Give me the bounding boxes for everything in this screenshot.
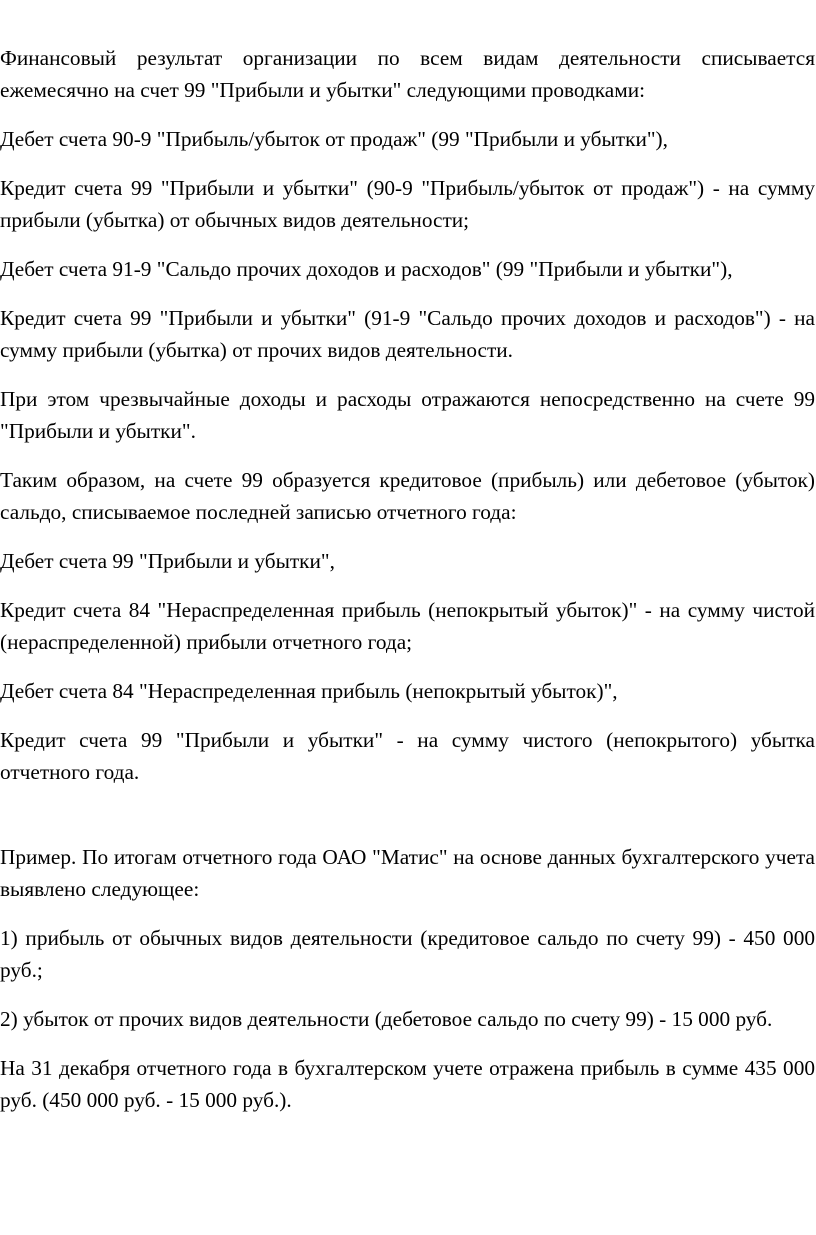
blank-line [0, 805, 815, 841]
paragraph-example-item-2: 2) убыток от прочих видов деятельности (дебетовое сальдо по счету 99) - 15 000 руб. [0, 1007, 773, 1031]
paragraph-credit-99-from-91-9: Кредит счета 99 "Прибыли и убытки" (91-9 "Сальдо прочих доходов и расходов") - на сумму прибыли (убытка) от прочих видов деятельности. [0, 306, 815, 362]
paragraph-example: Пример. По итогам отчетного года ОАО "Матис" на основе данных бухгалтерского учета выявлено следующее: [0, 845, 815, 901]
paragraph-balance: Таким образом, на счете 99 образуется кредитовое (прибыль) или дебетовое (убыток) сальдо, списываемое последней записью отчетного года: [0, 468, 815, 524]
paragraph-debit-91-9: Дебет счета 91-9 "Сальдо прочих доходов и расходов" (99 "Прибыли и убытки"), [0, 257, 733, 281]
paragraph-credit-84-profit: Кредит счета 84 "Нераспределенная прибыль (непокрытый убыток)" - на сумму чистой (нераспределенной) прибыли отчетного года; [0, 598, 815, 654]
paragraph-intro: Финансовый результат организации по всем видам деятельности списывается ежемесячно на счет 99 "Прибыли и убытки" следующими проводками: [0, 46, 815, 102]
paragraph-debit-99: Дебет счета 99 "Прибыли и убытки", [0, 549, 335, 573]
paragraph-example-result: На 31 декабря отчетного года в бухгалтерском учете отражена прибыль в сумме 435 000 руб. (450 000 руб. - 15 000 руб.). [0, 1056, 815, 1112]
paragraph-extraordinary: При этом чрезвычайные доходы и расходы отражаются непосредственно на счете 99 "Прибыли и убытки". [0, 387, 815, 443]
paragraph-credit-99-from-90-9: Кредит счета 99 "Прибыли и убытки" (90-9 "Прибыль/убыток от продаж") - на сумму прибыли (убытка) от обычных видов деятельности; [0, 176, 815, 232]
paragraph-example-item-1: 1) прибыль от обычных видов деятельности (кредитовое сальдо по счету 99) - 450 000 руб.; [0, 926, 815, 982]
paragraph-debit-84: Дебет счета 84 "Нераспределенная прибыль (непокрытый убыток)", [0, 679, 618, 703]
paragraph-credit-99-loss: Кредит счета 99 "Прибыли и убытки" - на сумму чистого (непокрытого) убытка отчетного года. [0, 728, 815, 784]
paragraph-debit-90-9: Дебет счета 90-9 "Прибыль/убыток от продаж" (99 "Прибыли и убытки"), [0, 127, 668, 151]
